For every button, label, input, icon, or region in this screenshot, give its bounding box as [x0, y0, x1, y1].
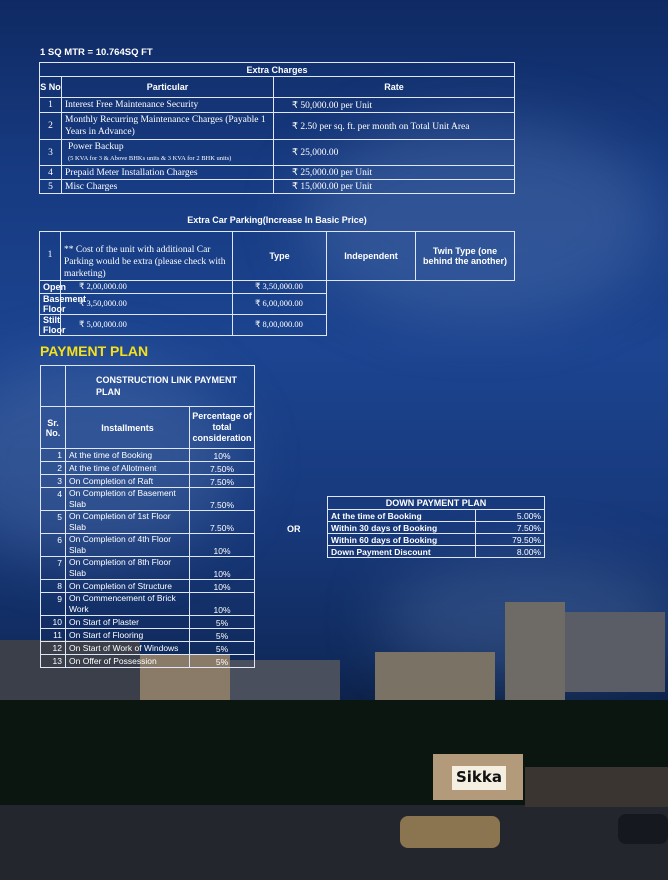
installment-name: On Completion of Structure — [66, 580, 190, 593]
parking-type: Stilt Floor — [40, 314, 61, 335]
table-row — [41, 475, 255, 488]
installment-percentage: 10% — [190, 557, 255, 580]
table-row — [328, 510, 545, 522]
down-payment-stage: Down Payment Discount — [328, 546, 476, 558]
installment-name: On Start of Plaster — [66, 616, 190, 629]
down-payment-title: DOWN PAYMENT PLAN — [328, 497, 545, 510]
installment-percentage: 5% — [190, 655, 255, 668]
particular: Prepaid Meter Installation Charges — [62, 166, 274, 180]
row-number: 5 — [40, 180, 62, 194]
twin-price: ₹ 8,00,000.00 — [233, 314, 327, 335]
installment-percentage: 7.50% — [190, 462, 255, 475]
installment-name: On Completion of 4th Floor Slab — [66, 534, 190, 557]
installment-percentage: 5% — [190, 642, 255, 655]
installment-name: At the time of Booking — [66, 449, 190, 462]
down-payment-stage: At the time of Booking — [328, 510, 476, 522]
installment-number: 10 — [41, 616, 66, 629]
installment-name: On Start of Work of Windows — [66, 642, 190, 655]
table-row — [41, 557, 255, 580]
down-payment-table — [327, 496, 545, 558]
independent-price: ₹ 2,00,000.00 — [61, 281, 233, 294]
table-row — [41, 511, 255, 534]
table-row — [40, 314, 515, 335]
twin-price: ₹ 6,00,000.00 — [233, 293, 327, 314]
table-row — [41, 534, 255, 557]
down-payment-percentage: 8.00% — [476, 546, 545, 558]
rate: ₹ 50,000.00 per Unit — [274, 98, 515, 113]
installment-name: At the time of Allotment — [66, 462, 190, 475]
table-row — [40, 113, 515, 140]
installment-percentage: 10% — [190, 580, 255, 593]
row-number: 1 — [40, 98, 62, 113]
unit-conversion: 1 SQ MTR = 10.764SQ FT — [40, 47, 153, 58]
table-row — [41, 488, 255, 511]
installment-percentage: 10% — [190, 593, 255, 616]
parking-type: Basement Floor — [40, 293, 61, 314]
particular-sub: (5 KVA for 3 & Above BHKs units & 3 KVA for 2 BHK units) — [68, 154, 232, 162]
sikka-sign: Sikka — [452, 766, 506, 790]
down-payment-percentage: 5.00% — [476, 510, 545, 522]
table-row — [41, 629, 255, 642]
parking-note: ** Cost of the unit with additional Car Parking would be extra (please check with marketing) — [61, 232, 233, 281]
particular-main: Power Backup — [68, 141, 124, 152]
col-sno: S No — [40, 77, 62, 98]
table-row — [41, 462, 255, 475]
down-payment-percentage: 79.50% — [476, 534, 545, 546]
col-rate: Rate — [274, 77, 515, 98]
table-row — [41, 655, 255, 668]
installment-number: 4 — [41, 488, 66, 511]
table-row — [40, 281, 515, 294]
rate: ₹ 25,000.00 per Unit — [274, 166, 515, 180]
installment-percentage: 10% — [190, 449, 255, 462]
table-row — [328, 546, 545, 558]
installment-name: On Commencement of Brick Work — [66, 593, 190, 616]
table-row — [41, 580, 255, 593]
row-number: 4 — [40, 166, 62, 180]
payment-plan-title: PAYMENT PLAN — [40, 343, 149, 359]
twin-price: ₹ 3,50,000.00 — [233, 281, 327, 294]
col-particular: Particular — [62, 77, 274, 98]
installment-percentage: 7.50% — [190, 488, 255, 511]
installment-number: 6 — [41, 534, 66, 557]
table-row — [41, 642, 255, 655]
col-independent: Independent — [327, 232, 416, 281]
particular: Interest Free Maintenance Security — [62, 98, 274, 113]
table-row — [41, 449, 255, 462]
table-row — [40, 98, 515, 113]
table-row — [40, 293, 515, 314]
table-row — [328, 522, 545, 534]
installment-number: 5 — [41, 511, 66, 534]
installment-name: On Offer of Possession — [66, 655, 190, 668]
rate: ₹ 2.50 per sq. ft. per month on Total Unit Area — [274, 113, 515, 140]
installment-percentage: 7.50% — [190, 475, 255, 488]
installment-name: On Completion of Basement Slab — [66, 488, 190, 511]
installment-number: 12 — [41, 642, 66, 655]
installment-name: On Completion of 8th Floor Slab — [66, 557, 190, 580]
col-twin: Twin Type (one behind the another) — [416, 232, 515, 281]
particular: Monthly Recurring Maintenance Charges (Payable 1 Years in Advance) — [62, 113, 274, 140]
row-number: 3 — [40, 140, 62, 166]
rate: ₹ 25,000.00 — [274, 140, 515, 166]
installment-number: 3 — [41, 475, 66, 488]
installment-percentage: 10% — [190, 534, 255, 557]
table-row — [328, 534, 545, 546]
installment-name: On Completion of 1st Floor Slab — [66, 511, 190, 534]
extra-charges-title: Extra Charges — [40, 63, 515, 77]
installment-number: 9 — [41, 593, 66, 616]
particular — [62, 140, 274, 166]
installment-percentage: 7.50% — [190, 511, 255, 534]
plan-table-title: CONSTRUCTION LINK PAYMENT PLAN — [66, 366, 255, 407]
installment-name: On Completion of Raft — [66, 475, 190, 488]
or-label: OR — [287, 524, 301, 534]
installment-percentage: 5% — [190, 616, 255, 629]
particular: Misc Charges — [62, 180, 274, 194]
independent-price: ₹ 3,50,000.00 — [61, 293, 233, 314]
independent-price: ₹ 5,00,000.00 — [61, 314, 233, 335]
extra-charges-table — [39, 62, 515, 194]
construction-link-plan-table — [40, 365, 255, 668]
rate: ₹ 15,000.00 per Unit — [274, 180, 515, 194]
down-payment-stage: Within 30 days of Booking — [328, 522, 476, 534]
table-row — [40, 180, 515, 194]
installment-number: 11 — [41, 629, 66, 642]
col-type: Type — [233, 232, 327, 281]
table-row — [41, 616, 255, 629]
installment-number: 7 — [41, 557, 66, 580]
installment-percentage: 5% — [190, 629, 255, 642]
installment-name: On Start of Flooring — [66, 629, 190, 642]
table-row — [40, 166, 515, 180]
installment-number: 13 — [41, 655, 66, 668]
down-payment-stage: Within 60 days of Booking — [328, 534, 476, 546]
col-srno: Sr. No. — [41, 407, 66, 449]
parking-table — [39, 231, 515, 336]
table-row — [40, 140, 515, 166]
parking-type: Open — [40, 281, 61, 294]
row-number: 2 — [40, 113, 62, 140]
installment-number: 8 — [41, 580, 66, 593]
down-payment-percentage: 7.50% — [476, 522, 545, 534]
col-installments: Installments — [66, 407, 190, 449]
parking-no: 1 — [40, 232, 61, 281]
col-percentage: Percentage of total consideration — [190, 407, 255, 449]
installment-number: 2 — [41, 462, 66, 475]
parking-title: Extra Car Parking(Increase In Basic Price) — [187, 215, 367, 225]
table-row — [41, 593, 255, 616]
installment-number: 1 — [41, 449, 66, 462]
